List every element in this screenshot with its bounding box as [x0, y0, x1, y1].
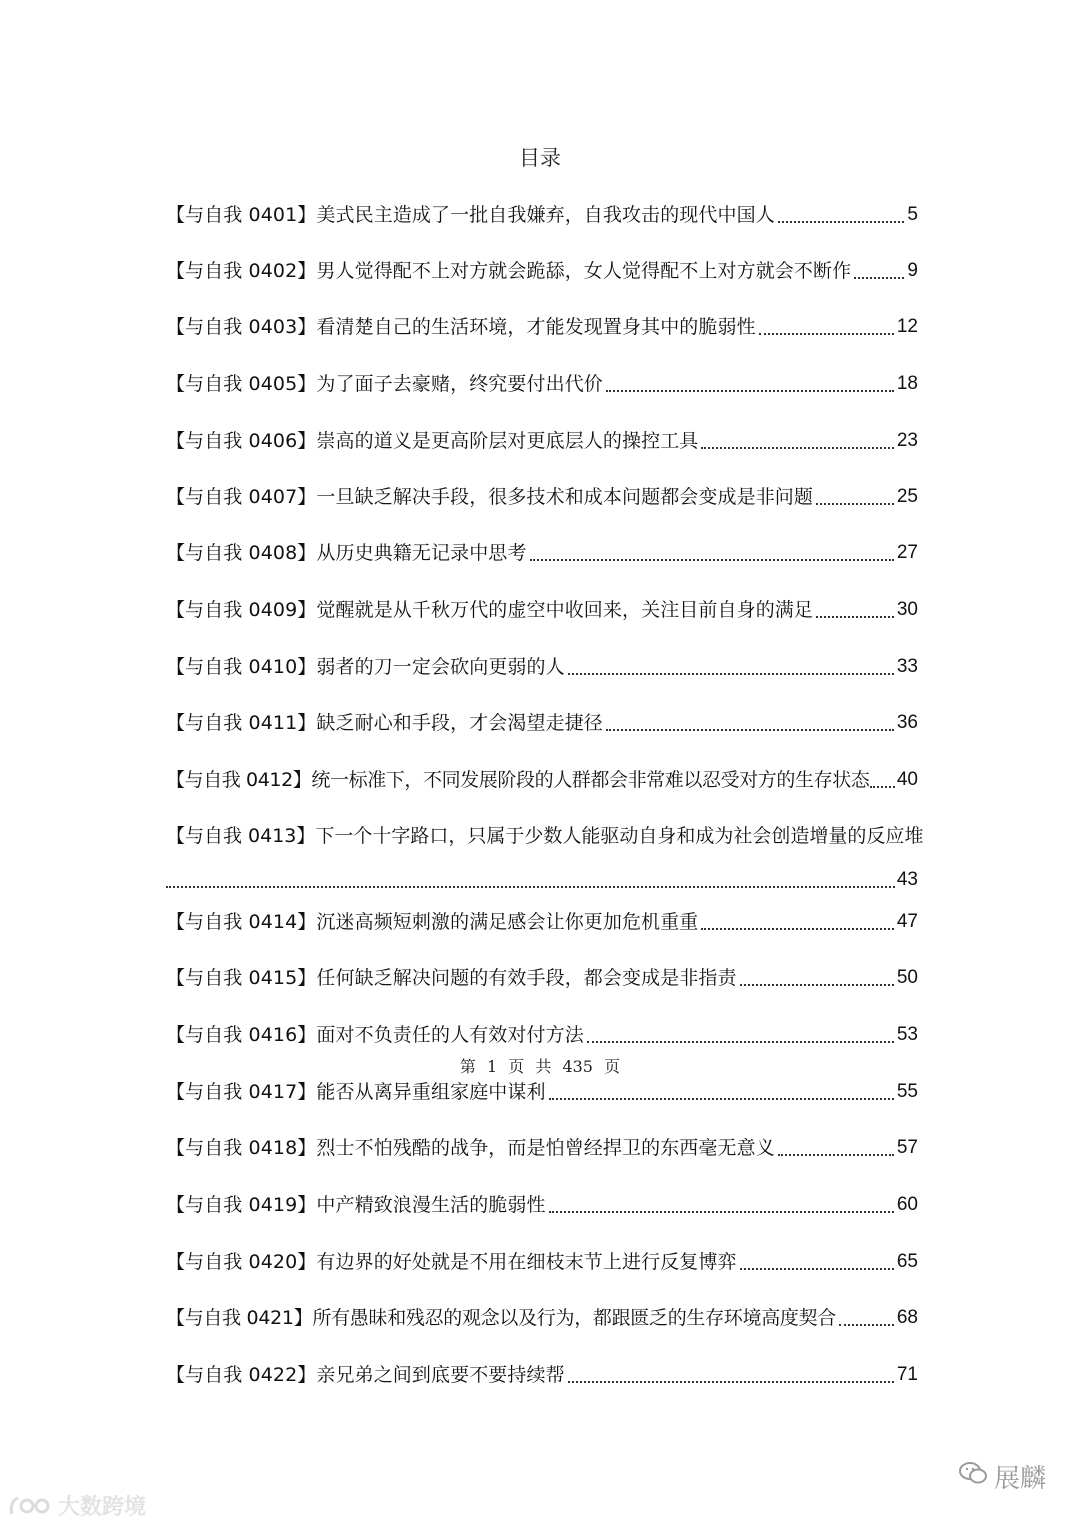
toc-entry-page: 36: [896, 712, 918, 733]
toc-entry[interactable]: [166, 1077, 918, 1107]
toc-entry[interactable]: [166, 482, 918, 512]
toc-entry-wrapped-continuation[interactable]: [166, 865, 918, 895]
watermark-right-text: 展麟: [993, 1464, 1046, 1494]
page-footer: 第 1 页 共 435 页: [459, 1057, 621, 1076]
toc-entry-page: 27: [896, 542, 918, 563]
dot-leader: [549, 1211, 894, 1213]
dot-leader: [759, 333, 894, 335]
toc-entry-page: 5: [907, 204, 918, 225]
toc-entry-page: 53: [896, 1024, 918, 1045]
toc-entry[interactable]: [166, 1020, 918, 1050]
dot-leader: [568, 1381, 894, 1383]
table-of-contents: [166, 0, 924, 1526]
toc-entry[interactable]: [166, 1303, 918, 1333]
dot-leader: [839, 1324, 894, 1326]
toc-entry-label: 【与自我 0401】美式民主造成了一批自我嫌弃，自我攻击的现代中国人: [166, 204, 775, 226]
toc-entry-page: 25: [896, 486, 918, 507]
toc-entry-page: 9: [907, 260, 918, 281]
toc-entry-page: 18: [896, 373, 918, 394]
toc-entry-label: 【与自我 0405】为了面子去豪赌，终究要付出代价: [166, 373, 603, 395]
toc-entry[interactable]: [166, 312, 918, 342]
toc-entry[interactable]: [166, 538, 918, 568]
toc-entry-label: 【与自我 0411】缺乏耐心和手段，才会渴望走捷径: [166, 712, 603, 734]
toc-entry-page: 33: [896, 656, 918, 677]
toc-entry-label: 【与自我 0406】崇高的道义是更高阶层对更底层人的操控工具: [166, 430, 699, 452]
toc-entry[interactable]: [166, 907, 918, 937]
toc-entry-label: 【与自我 0417】能否从离异重组家庭中谋利: [166, 1081, 546, 1103]
toc-entry-page: 71: [896, 1364, 918, 1385]
toc-entry-page: 12: [896, 316, 918, 337]
toc-entry[interactable]: [166, 595, 918, 625]
dot-leader: [587, 1041, 894, 1043]
dot-leader: [606, 390, 894, 392]
toc-entry-label: 【与自我 0414】沉迷高频短刺激的满足感会让你更加危机重重: [166, 911, 699, 933]
toc-entry-label: 【与自我 0410】弱者的刀一定会砍向更弱的人: [166, 656, 565, 678]
dot-leader: [606, 729, 894, 731]
toc-entry-label: 【与自我 0420】有边界的好处就是不用在细枝末节上进行反复博弈: [166, 1251, 737, 1273]
toc-entry-page: 57: [896, 1137, 918, 1158]
dot-leader: [568, 673, 894, 675]
toc-entry-label: 【与自我 0418】烈士不怕残酷的战争，而是怕曾经捍卫的东西毫无意义: [166, 1137, 775, 1159]
toc-entry[interactable]: [166, 426, 918, 456]
brand-logo-icon: [8, 1494, 52, 1518]
toc-entry[interactable]: [166, 652, 918, 682]
toc-entry-page: 30: [896, 599, 918, 620]
toc-entry-label: 【与自我 0412】统一标准下，不同发展阶段的人群都会非常难以忍受对方的生存状态: [166, 769, 870, 791]
dot-leader: [778, 1154, 894, 1156]
toc-entry-page: 47: [896, 911, 918, 932]
toc-entry-page: 65: [896, 1251, 918, 1272]
toc-entry-label: 【与自我 0419】中产精致浪漫生活的脆弱性: [166, 1194, 546, 1216]
dot-leader: [778, 221, 905, 223]
dot-leader: [549, 1098, 894, 1100]
toc-entry[interactable]: [166, 765, 918, 795]
toc-entry-page: 60: [896, 1194, 918, 1215]
dot-leader: [530, 559, 894, 561]
toc-entry[interactable]: [166, 1360, 918, 1390]
dot-leader: [870, 786, 894, 788]
toc-entry-page: 50: [896, 967, 918, 988]
dot-leader: [854, 277, 904, 279]
toc-entry[interactable]: [166, 256, 918, 286]
dot-leader: [816, 503, 894, 505]
toc-entry-wrapped-label[interactable]: 【与自我 0413】下一个十字路口，只属于少数人能驱动自身和成为社会创造增量的反应堆: [166, 825, 924, 847]
toc-entry-page: 68: [896, 1307, 918, 1328]
toc-entry[interactable]: [166, 708, 918, 738]
toc-entry-label: 【与自我 0409】觉醒就是从千秋万代的虚空中收回来，关注目前自身的满足: [166, 599, 813, 621]
watermark-left-text: 大数跨境: [58, 1495, 147, 1520]
toc-entry[interactable]: [166, 1190, 918, 1220]
toc-entry[interactable]: [166, 369, 918, 399]
dot-leader: [816, 616, 894, 618]
toc-entry-label: 【与自我 0403】看清楚自己的生活环境，才能发现置身其中的脆弱性: [166, 316, 756, 338]
toc-entry-page: 23: [896, 430, 918, 451]
toc-entry-label: 【与自我 0421】所有愚昧和残忍的观念以及行为，都跟匮乏的生存环境高度契合: [166, 1307, 836, 1329]
toc-entry-label: 【与自我 0415】任何缺乏解决问题的有效手段，都会变成是非指责: [166, 967, 737, 989]
toc-entry[interactable]: [166, 963, 918, 993]
dot-leader: [701, 447, 893, 449]
dot-leader: [701, 928, 893, 930]
wechat-icon: [958, 1460, 988, 1493]
toc-entry-page: 40: [896, 769, 918, 790]
toc-entry-page: 55: [896, 1081, 918, 1102]
toc-entry-label: 【与自我 0416】面对不负责任的人有效对付方法: [166, 1024, 584, 1046]
toc-entry[interactable]: [166, 1133, 918, 1163]
toc-entry-page: 43: [896, 869, 918, 890]
dot-leader: [740, 1268, 894, 1270]
watermark-right: [958, 1458, 1046, 1495]
toc-entry-label: 【与自我 0402】男人觉得配不上对方就会跪舔，女人觉得配不上对方就会不断作: [166, 260, 852, 282]
watermark-left: [8, 1490, 146, 1521]
dot-leader: [740, 984, 894, 986]
toc-entry-label: 【与自我 0408】从历史典籍无记录中思考: [166, 542, 527, 564]
page-title: 目录: [519, 146, 561, 170]
toc-entry-label: 【与自我 0422】亲兄弟之间到底要不要持续帮: [166, 1364, 565, 1386]
dot-leader: [166, 886, 895, 888]
toc-entry[interactable]: [166, 200, 918, 230]
toc-entry-label: 【与自我 0407】一旦缺乏解决手段，很多技术和成本问题都会变成是非问题: [166, 486, 813, 508]
toc-entry[interactable]: [166, 1247, 918, 1277]
